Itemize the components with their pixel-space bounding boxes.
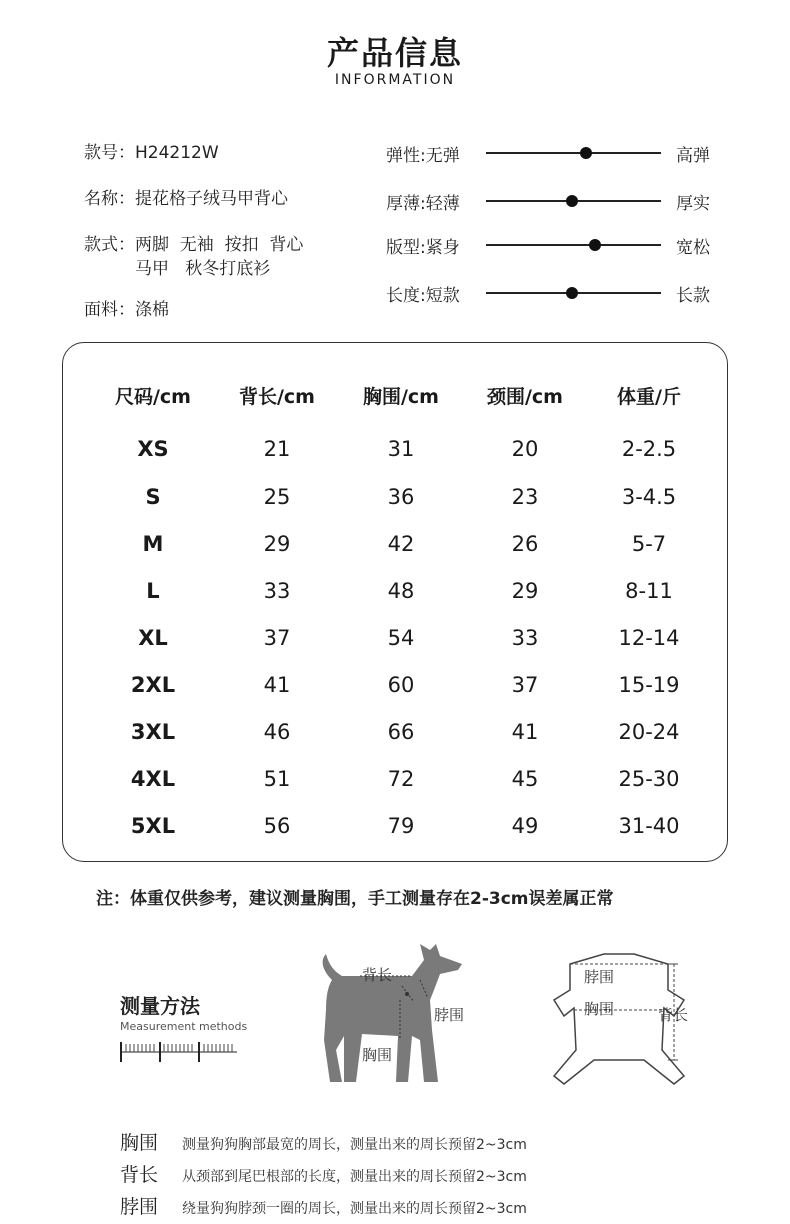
header-weight: 体重/斤 bbox=[617, 385, 681, 408]
scale-right-label: 高弹 bbox=[676, 146, 710, 166]
scale-right-label: 长款 bbox=[676, 286, 710, 306]
spec-style-key: 款式： bbox=[84, 235, 135, 255]
table-row bbox=[91, 802, 711, 849]
table-row bbox=[91, 417, 711, 473]
cell-size: 3XL bbox=[130, 719, 176, 744]
cell-neck: 26 bbox=[511, 531, 539, 556]
measurement-note: 注：体重仅供参考，建议测量胸围，手工测量存在2-3cm误差属正常 bbox=[96, 889, 614, 909]
legend-key: 胸围 bbox=[120, 1132, 159, 1154]
shirt-back-label: 背长 bbox=[658, 1006, 689, 1024]
header-back-length: 背长/cm bbox=[238, 385, 315, 408]
cell-weight: 8-11 bbox=[625, 578, 673, 603]
scale-thickness bbox=[386, 189, 726, 213]
cell-weight: 25-30 bbox=[618, 766, 680, 791]
scale-fit bbox=[386, 233, 726, 257]
scale-left-label: 版型:紧身 bbox=[386, 238, 460, 258]
table-row bbox=[91, 473, 711, 520]
header-chest: 胸围/cm bbox=[362, 385, 439, 408]
cell-neck: 29 bbox=[511, 578, 539, 603]
scale-left-label: 厚薄:轻薄 bbox=[386, 194, 460, 214]
legend-value: 测量狗狗胸部最宽的周长，测量出来的周长预留2~3cm bbox=[182, 1137, 527, 1153]
scale-left-label: 长度:短款 bbox=[386, 286, 460, 306]
spec-style-value: 两脚 无袖 按扣 背心 马甲 秋冬打底衫 bbox=[135, 235, 304, 279]
scale-left-label: 弹性:无弹 bbox=[386, 146, 460, 166]
scale-right-label: 厚实 bbox=[676, 194, 710, 214]
cell-chest: 66 bbox=[387, 719, 415, 744]
spec-model-value: H24212W bbox=[135, 143, 219, 163]
table-row bbox=[91, 614, 711, 661]
spec-model-key: 款号： bbox=[84, 143, 135, 163]
cell-weight: 5-7 bbox=[631, 531, 667, 556]
cell-back-length: 56 bbox=[263, 813, 291, 838]
scale-right-label: 宽松 bbox=[676, 238, 710, 258]
cell-neck: 33 bbox=[511, 625, 539, 650]
shirt-chest-label: 胸围 bbox=[584, 1000, 615, 1018]
scale-length bbox=[386, 281, 726, 305]
scale-track bbox=[486, 152, 661, 154]
scale-knob bbox=[566, 195, 578, 207]
cell-neck: 23 bbox=[511, 484, 539, 509]
spec-fabric-key: 面料： bbox=[84, 300, 135, 320]
cell-size: 4XL bbox=[130, 766, 176, 791]
cell-size: L bbox=[146, 578, 160, 603]
scale-knob bbox=[580, 147, 592, 159]
cell-weight: 15-19 bbox=[618, 672, 680, 697]
size-table bbox=[91, 373, 711, 849]
cell-size: S bbox=[145, 484, 161, 509]
scale-track bbox=[486, 244, 661, 246]
cell-neck: 45 bbox=[511, 766, 539, 791]
cell-neck: 49 bbox=[511, 813, 539, 838]
spec-model bbox=[84, 141, 219, 165]
cell-chest: 31 bbox=[387, 437, 415, 461]
table-row bbox=[91, 661, 711, 708]
legend-key: 背长 bbox=[120, 1164, 159, 1186]
table-row bbox=[91, 708, 711, 755]
scale-knob bbox=[566, 287, 578, 299]
method-subtitle: Measurement methods bbox=[120, 1020, 248, 1033]
cell-neck: 41 bbox=[511, 719, 539, 744]
cell-chest: 60 bbox=[387, 672, 415, 697]
scale-knob bbox=[589, 239, 601, 251]
dog-back-label: 背长 bbox=[362, 966, 393, 984]
page-subtitle: INFORMATION bbox=[334, 72, 456, 88]
cell-chest: 72 bbox=[387, 766, 415, 791]
dog-chest-label: 胸围 bbox=[362, 1046, 393, 1064]
cell-neck: 20 bbox=[511, 437, 539, 461]
cell-chest: 54 bbox=[387, 625, 415, 650]
cell-back-length: 33 bbox=[263, 578, 291, 603]
cell-back-length: 46 bbox=[263, 719, 291, 744]
cell-back-length: 41 bbox=[263, 672, 291, 697]
cell-neck: 37 bbox=[511, 672, 539, 697]
legend-chest bbox=[120, 1128, 527, 1155]
table-row bbox=[91, 567, 711, 614]
size-table-box bbox=[62, 342, 728, 862]
method-title: 测量方法 bbox=[120, 994, 200, 1018]
size-table-header-row bbox=[91, 373, 711, 417]
cell-chest: 36 bbox=[387, 484, 415, 509]
cell-weight: 3-4.5 bbox=[621, 484, 677, 509]
cell-weight: 31-40 bbox=[618, 813, 680, 838]
cell-weight: 20-24 bbox=[618, 719, 680, 744]
cell-weight: 12-14 bbox=[618, 625, 680, 650]
cell-back-length: 37 bbox=[263, 625, 291, 650]
cell-size: 2XL bbox=[130, 672, 176, 697]
cell-chest: 79 bbox=[387, 813, 415, 838]
legend-back bbox=[120, 1160, 527, 1187]
cell-back-length: 29 bbox=[263, 531, 291, 556]
table-row bbox=[91, 755, 711, 802]
ruler-icon bbox=[120, 1040, 238, 1064]
cell-size: XS bbox=[137, 437, 169, 461]
legend-neck bbox=[120, 1192, 527, 1219]
legend-value: 绕量狗狗脖颈一圈的周长，测量出来的周长预留2~3cm bbox=[182, 1201, 527, 1217]
cell-back-length: 21 bbox=[263, 437, 291, 461]
cell-size: 5XL bbox=[130, 813, 176, 838]
spec-fabric bbox=[84, 298, 169, 322]
cell-chest: 42 bbox=[387, 531, 415, 556]
header-neck: 颈围/cm bbox=[486, 385, 563, 408]
legend-value: 从颈部到尾巴根部的长度，测量出来的周长预留2~3cm bbox=[182, 1169, 527, 1185]
page-title: 产品信息 bbox=[326, 34, 463, 72]
cell-back-length: 51 bbox=[263, 766, 291, 791]
spec-name bbox=[84, 187, 288, 211]
spec-name-value: 提花格子绒马甲背心 bbox=[135, 189, 288, 209]
legend-key: 脖围 bbox=[120, 1196, 159, 1218]
shirt-neck-label: 脖围 bbox=[584, 968, 615, 986]
spec-style bbox=[84, 233, 303, 281]
cell-chest: 48 bbox=[387, 578, 415, 603]
cell-size: XL bbox=[138, 625, 168, 650]
cell-size: M bbox=[142, 531, 164, 556]
table-row bbox=[91, 520, 711, 567]
cell-weight: 2-2.5 bbox=[621, 437, 677, 461]
spec-fabric-value: 涤棉 bbox=[135, 300, 169, 320]
header-size: 尺码/cm bbox=[114, 385, 191, 408]
spec-name-key: 名称： bbox=[84, 189, 135, 209]
scale-elasticity bbox=[386, 141, 726, 165]
size-table-body bbox=[91, 417, 711, 849]
cell-back-length: 25 bbox=[263, 484, 291, 509]
dog-neck-label: 脖围 bbox=[434, 1006, 465, 1024]
